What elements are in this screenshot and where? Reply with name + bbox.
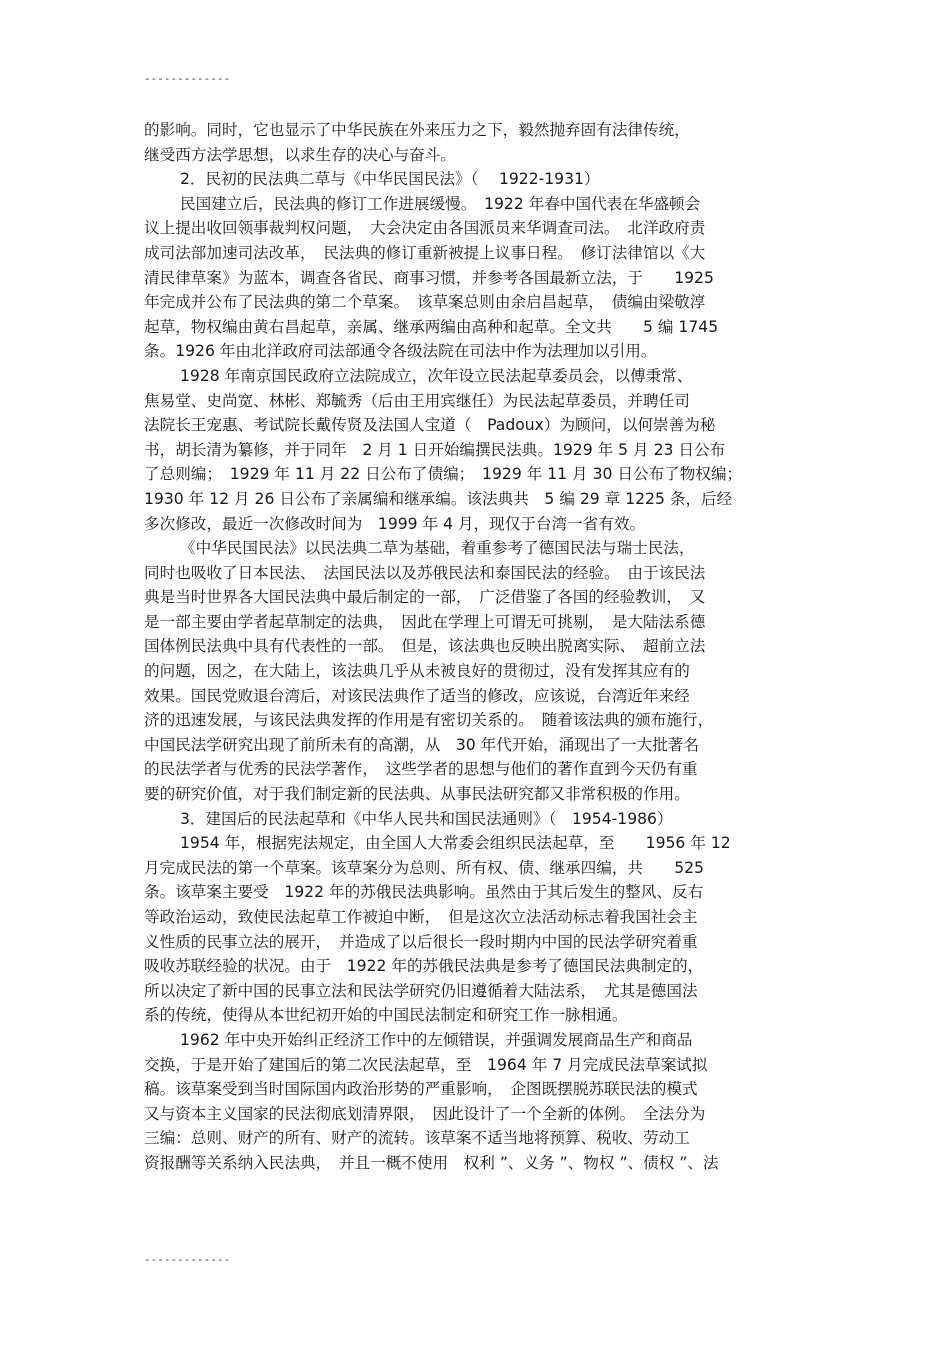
text-line: 1962 年中央开始纠正经济工作中的左倾错误，并强调发展商品生产和商品 xyxy=(180,1030,693,1049)
text-line: 清民律草案》为蓝本，调查各省民、商事习惯，并参考各国最新立法，于 1925 xyxy=(144,268,714,287)
text-line: 中国民法学研究出现了前所未有的高潮，从 30 年代开始，涌现出了一大批著名 xyxy=(144,735,699,754)
text-line: 法院长王宠惠、考试院长戴传贤及法国人宝道（ Padoux）为顾问，以何崇善为秘 xyxy=(144,416,716,435)
text-line: 3．建国后的民法起草和《中华人民共和国民法通则》（ 1954-1986） xyxy=(180,809,673,828)
text-line: 了总则编； 1929 年 11 月 22 日公布了债编； 1929 年 11 月 30 日公布了物权编； xyxy=(144,465,743,484)
text-line: 同时也吸收了日本民法、 法国民法以及苏俄民法和泰国民法的经验。 由于该民法 xyxy=(144,563,706,582)
text-line: 成司法部加速司法改革， 民法典的修订重新被提上议事日程。 修订法律馆以《大 xyxy=(144,243,706,262)
text-line: 的影响。同时，它也显示了中华民族在外来压力之下，毅然抛弃固有法律传统， xyxy=(144,121,690,139)
bottom-dashed-rule: ------------- xyxy=(144,1253,231,1266)
text-line: 《中华民国民法》以民法典二草为基础，着重参考了德国民法与瑞士民法， xyxy=(180,539,695,558)
text-line: 议上提出收回领事裁判权问题， 大会决定由各国派员来华调查司法。 北洋政府责 xyxy=(144,219,706,238)
text-line: 条。1926 年由北洋政府司法部通令各级法院在司法中作为法理加以引用。 xyxy=(144,342,657,361)
text-line: 1928 年南京国民政府立法院成立，次年设立民法起草委员会，以傅秉常、 xyxy=(180,366,693,385)
text-line: 月完成民法的第一个草案。该草案分为总则、所有权、债、继承四编，共 525 xyxy=(144,858,704,877)
text-line: 2．民初的民法典二草与《中华民国民法》（ 1922-1931） xyxy=(180,170,600,189)
text-line: 济的迅速发展，与该民法典发挥的作用是有密切关系的。 随着该法典的颁布施行， xyxy=(144,711,714,730)
text-line: 要的研究价值，对于我们制定新的民法典、从事民法研究都又非常积极的作用。 xyxy=(144,785,690,804)
text-line: 典是当时世界各大国民法典中最后制定的一部， 广泛借鉴了各国的经验教训， 又 xyxy=(144,588,706,607)
text-line: 的民法学者与优秀的民法学著作， 这些学者的思想与他们的著作直到今天仍有重 xyxy=(144,760,698,779)
text-line: 的问题，因之，在大陆上，该法典几乎从未被良好的贯彻过，没有发挥其应有的 xyxy=(144,662,690,681)
text-line: 多次修改，最近一次修改时间为 1999 年 4 月，现仅于台湾一省有效。 xyxy=(144,514,646,533)
text-line: 焦易堂、史尚宽、林彬、郑毓秀（后由王用宾继任）为民法起草委员，并聘任司 xyxy=(144,391,690,410)
top-dashed-rule: ------------- xyxy=(144,72,231,85)
text-line: 效果。国民党败退台湾后，对该民法典作了适当的修改，应该说，台湾近年来经 xyxy=(144,686,690,705)
text-line: 又与资本主义国家的民法彻底划清界限， 因此设计了一个全新的体例。 全法分为 xyxy=(144,1104,706,1123)
text-line: 国体例民法典中具有代表性的一部。 但是，该法典也反映出脱离实际、 超前立法 xyxy=(144,637,706,656)
text-line: 系的传统，使得从本世纪初开始的中国民法制定和研究工作一脉相通。 xyxy=(144,1006,628,1025)
text-line: 稿。该草案受到当时国际国内政治形势的严重影响， 企图既摆脱苏联民法的模式 xyxy=(144,1080,698,1099)
text-line: 资报酬等关系纳入民法典， 并且一概不使用 权利 ”、义务 ”、物权 ”、债权 ”、法 xyxy=(144,1153,719,1172)
text-line: 等政治运动，致使民法起草工作被迫中断， 但是这次立法活动标志着我国社会主 xyxy=(144,908,698,926)
text-line: 义性质的民事立法的展开， 并造成了以后很长一段时期内中国的民法学研究着重 xyxy=(144,932,698,951)
text-line: 所以决定了新中国的民事立法和民法学研究仍旧遵循着大陆法系， 尤其是德国法 xyxy=(144,981,698,1000)
text-line: 交换，于是开始了建国后的第二次民法起草，至 1964 年 7 月完成民法草案试拟 xyxy=(144,1055,708,1074)
text-line: 年完成并公布了民法典的第二个草案。 该草案总则由余启昌起草， 债编由梁敬淳 xyxy=(144,293,706,312)
text-line: 三编：总则、财产的所有、财产的流转。该草案不适当地将预算、税收、劳动工 xyxy=(144,1129,690,1148)
text-line: 条。该草案主要受 1922 年的苏俄民法典影响。虽然由于其后发生的整风、反右 xyxy=(144,883,704,902)
text-line: 民国建立后，民法典的修订工作进展缓慢。 1922 年春中国代表在华盛顿会 xyxy=(180,194,701,213)
document-body xyxy=(144,118,814,1176)
text-line: 书，胡长清为纂修，并于同年 2 月 1 日开始编撰民法典。1929 年 5 月 23 日公布 xyxy=(144,440,726,459)
text-line: 是一部主要由学者起草制定的法典， 因此在学理上可谓无可挑剔， 是大陆法系德 xyxy=(144,612,706,631)
text-line: 吸收苏联经验的状况。由于 1922 年的苏俄民法典是参考了德国民法典制定的， xyxy=(144,957,704,976)
text-line: 1954 年，根据宪法规定，由全国人大常委会组织民法起草，至 1956 年 12 xyxy=(180,834,731,853)
text-line: 1930 年 12 月 26 日公布了亲属编和继承编。该法典共 5 编 29 章 1225 条，后经 xyxy=(144,489,733,508)
text-line: 起草，物权编由黄右昌起草，亲属、继承两编由高种和起草。全文共 5 编 1745 xyxy=(144,317,719,336)
text-line: 继受西方法学思想，以求生存的决心与奋斗。 xyxy=(144,145,456,164)
